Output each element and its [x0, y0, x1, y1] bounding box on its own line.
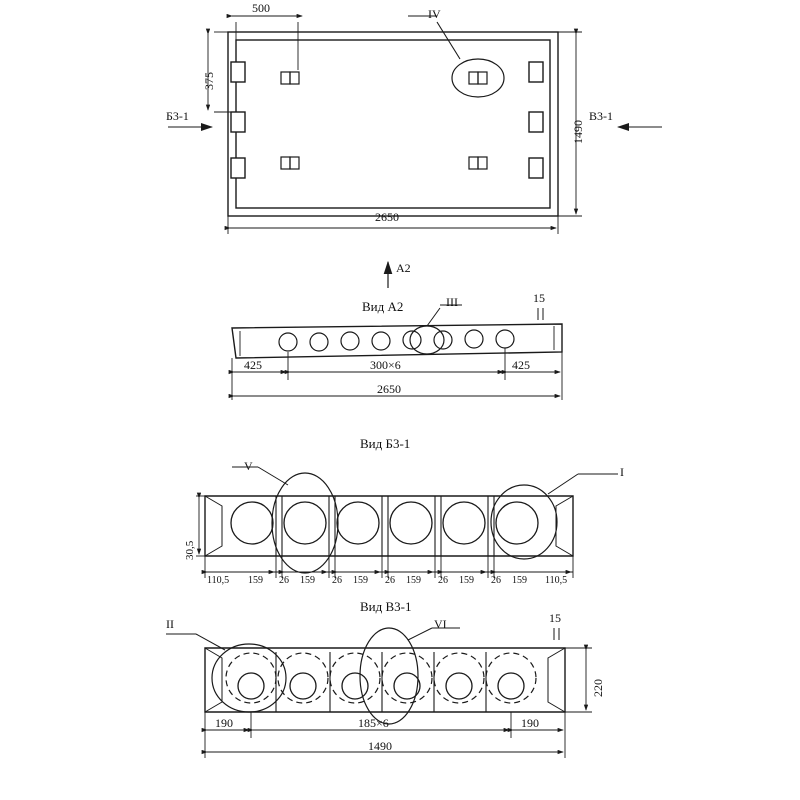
view-b31-chain-dim: 159: [459, 575, 474, 586]
a2-arrow-label: А2: [396, 261, 411, 275]
view-a2-dim-total: 2650: [377, 382, 401, 396]
view-b31-dim-height: 30,5: [184, 540, 196, 560]
view-b31-geometry: [205, 467, 618, 573]
plan-dim-bottom: 2650: [375, 210, 399, 224]
plan-dim-top: 500: [252, 1, 270, 15]
view-v31-dim-center: 185×6: [358, 716, 389, 730]
view-b31-caption: Вид Б3-1: [360, 436, 411, 451]
view-b31-dimensions: [196, 496, 573, 578]
view-v31-dim-total: 1490: [368, 739, 392, 753]
plan-dim-left: 375: [202, 72, 216, 90]
view-b31-chain-dim: 26: [491, 575, 501, 586]
detail-callout-ii: II: [166, 617, 174, 631]
view-a2-thickness: 15: [533, 291, 545, 305]
view-a2-dim-center: 300×6: [370, 358, 401, 372]
view-b31-chain-dim: 110,5: [545, 575, 568, 586]
view-b31-chain-dim: 159: [406, 575, 421, 586]
view-b31-chain-dim: 159: [300, 575, 315, 586]
view-b31-chain-dim: 159: [248, 575, 263, 586]
view-v31-dim-left: 190: [215, 716, 233, 730]
view-b31-chain-dim: 26: [279, 575, 289, 586]
view-a2-dim-left: 425: [244, 358, 262, 372]
view-v31-thickness: 15: [549, 611, 561, 625]
view-b31-chain-dim: 159: [512, 575, 527, 586]
view-v31-dim-right: 190: [521, 716, 539, 730]
view-b31-chain-dim: 110,5: [207, 575, 230, 586]
detail-callout-i: I: [620, 465, 624, 479]
plan-dim-right: 1490: [571, 120, 585, 144]
section-label-b31: Б3-1: [166, 109, 189, 123]
view-b31-chain-dim: 26: [385, 575, 395, 586]
view-b31-chain-dim: 26: [438, 575, 448, 586]
view-v31-geometry: [166, 628, 565, 724]
view-b31-chain-dim: 26: [332, 575, 342, 586]
view-a2-dim-right: 425: [512, 358, 530, 372]
detail-callout-iii: III: [446, 295, 458, 309]
detail-callout-iv: IV: [428, 7, 441, 21]
view-v31-caption: Вид В3-1: [360, 599, 412, 614]
view-v31-dim-height: 220: [591, 679, 605, 697]
view-b31-chain-dim: 159: [353, 575, 368, 586]
plan-view-geometry: [228, 16, 558, 216]
view-v31-dimensions: [205, 648, 592, 758]
detail-callout-v: V: [244, 459, 253, 473]
detail-callout-vi: VI: [434, 617, 447, 631]
section-label-v31: В3-1: [589, 109, 613, 123]
view-a2-caption: Вид А2: [362, 299, 404, 314]
